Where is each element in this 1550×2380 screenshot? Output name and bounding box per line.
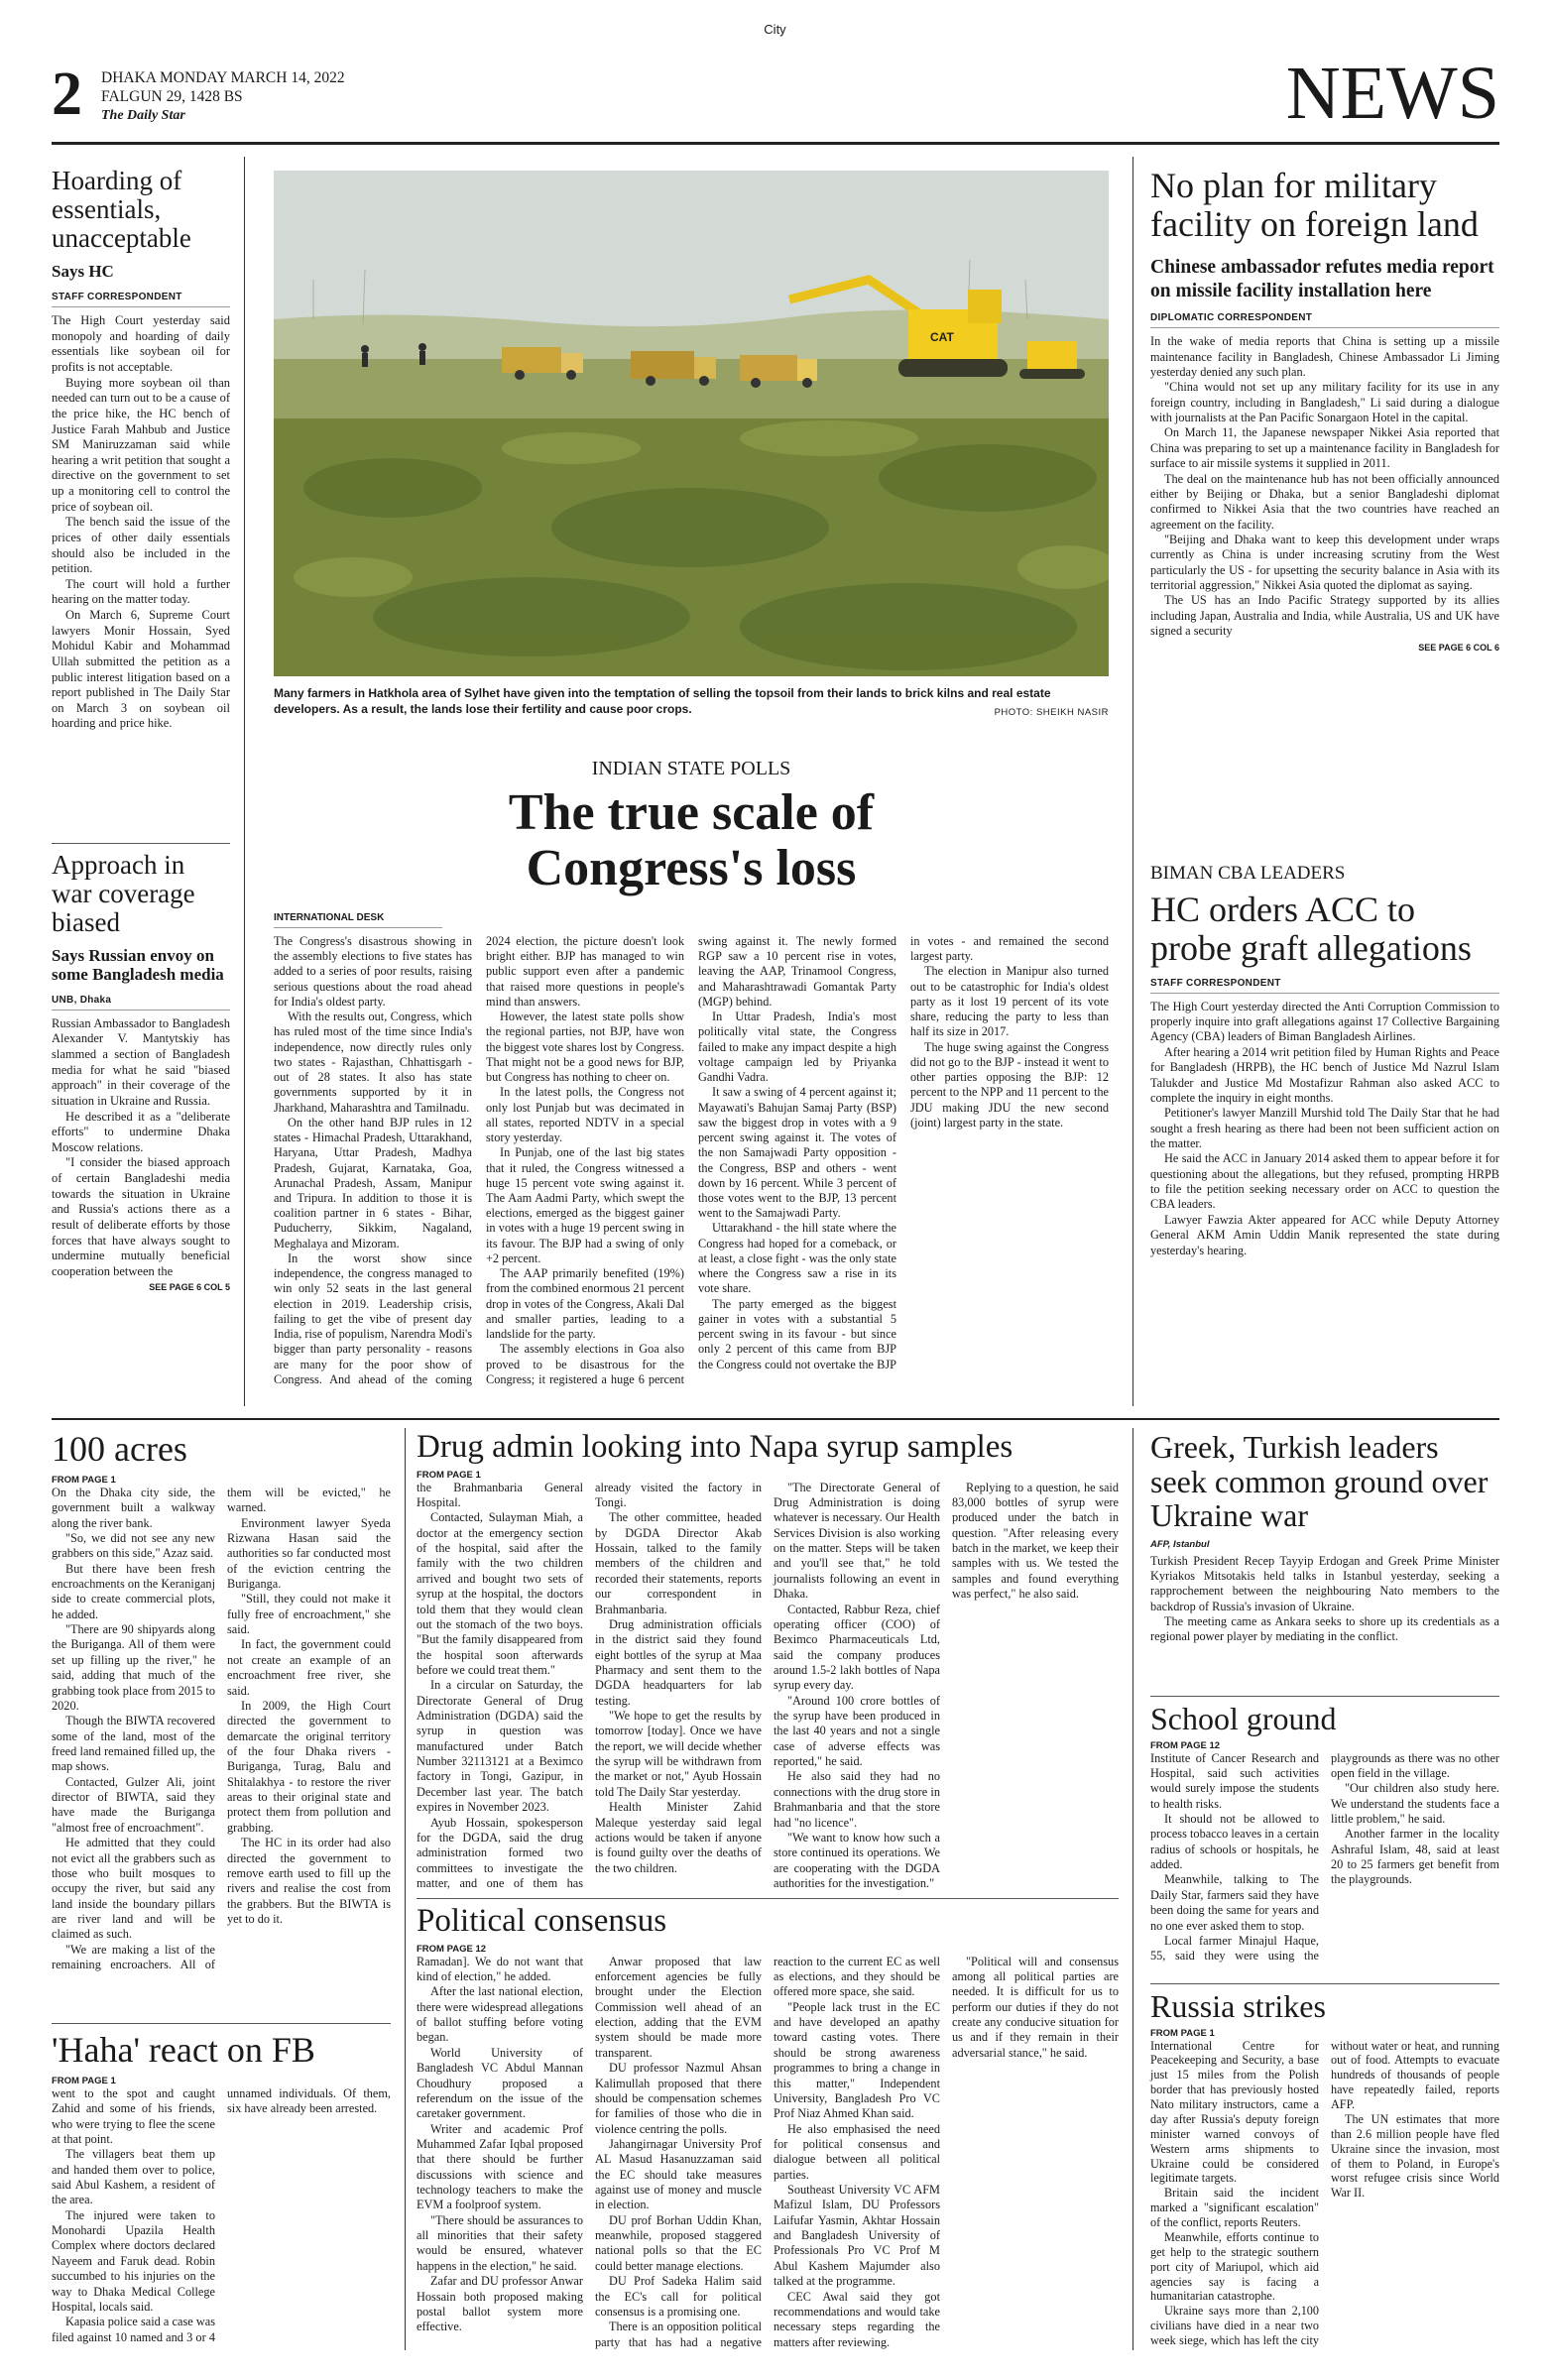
body-approach [52,1016,230,1280]
paragraph: The AAP primarily benefited (19%) from the combined enormous 21 percent drop in votes of the Congress, Akali Dal and smaller parties, leading to a landslide for the party. [486,1266,684,1342]
paragraph: "We want to know how such a store continued its operations. We are cooperating with the DGDA authorities for the investigation." [774,1830,940,1890]
section-rule [52,1418,1499,1420]
story-haha [52,2031,391,2352]
bangla-date: FALGUN 29, 1428 BS [101,87,243,105]
headline-approach: Approach in war coverage biased [52,850,195,938]
byline-approach: UNB, Dhaka [52,995,230,1011]
headline-school: School ground [1150,1701,1337,1736]
body-haha [52,2086,391,2352]
paragraph: But there have been fresh encroachments on the Keraniganj side to create commercial plots, he added. [52,1561,215,1621]
paragraph: However, the latest state polls show the regional parties, not BJP, have won the biggest vote shares lost by Congress. That might not be a good news for BJP, but Congress has nothing to cheer on. [486,1010,684,1085]
paragraph: The villagers beat them up and handed them over to police, said Abul Kashem, a resident of the area. [52,2147,215,2207]
subhead-military: Chinese ambassador refutes media report on missile facility installation here [1150,256,1494,301]
paragraph: After hearing a 2014 writ petition filed by Human Rights and Peace for Bangladesh (HRPB), the HC bench of Justice Md Nazrul Islam Talukder and Justice Md Mostafizur Rahman also asked ACC to complete the inquiry in eight months. [1150,1044,1499,1105]
paragraph: Uttarakhand - the hill state where the Congress had hoped for a comeback, or at least, a close fight - was the only state where the Congress saw a rise in its vote share. [698,1221,896,1296]
paragraph: Contacted, Rabbur Reza, chief operating officer (COO) of Beximco Pharmaceuticals Ltd, said the company produces around 1.5-2 lakh bottles of Napa syrup every day. [774,1602,940,1693]
paragraph: Buying more soybean oil than needed can turn out to be a cause of the price hike, the HC bench of Justice Farah Mahbub and Justice SM Maniruzzaman said while hearing a writ petition that sought a directive on the government to set up a monitoring cell to control the price of soybean oil. [52,375,230,514]
paragraph: went to the spot and caught Zahid and some of his friends, who were trying to flee the scene at that point. [52,2085,215,2146]
body-political [417,1955,1119,2363]
paragraph: Though the BIWTA recovered some of the land, most of the freed land remained filled up, the map shows. [52,1714,215,1774]
paragraph: "People lack trust in the EC and have developed an apathy toward casting votes. There should be strong awareness programmes to bring a change in this matter," Independent University, Bangladesh Pro VC Prof Niaz Ahmed Khan said. [774,1999,940,2121]
body-napa [417,1481,1119,1897]
paragraph: He also said they had no connections with the drug store in Brahmanbaria and that the store had "no licence". [774,1769,940,1830]
paragraph: "I consider the biased approach of certain Bangladeshi media towards the situation in Ukraine and Russia's actions there as a result of deliberate efforts by those forces that have always sought to undermine mutually beneficial cooperation between the [52,1155,230,1278]
body-military [1150,334,1499,639]
dateline-block [101,69,345,124]
headline-military: No plan for military facility on foreign land [1150,166,1479,244]
byline-hoarding: STAFF CORRESPONDENT [52,292,230,307]
paragraph: DU prof Borhan Uddin Khan, meanwhile, proposed staggered national polls so that the EC could better manage elections. [595,2212,762,2273]
paragraph: Southeast University VC AFM Mafizul Islam, DU Professors Laifufar Yasmin, Akhtar Hossain and Bangladesh University of Professionals Pro VC Prof M Abul Kashem Majumder also talked at the programme. [774,2183,940,2289]
paragraph: The assembly elections in Goa also proved to be disastrous for the Congress; it registered a huge 6 percent swing against it. The newly formed RGP saw a 10 percent rise in votes, leaving the AAP, Trinamool Congress, and Maharashtrawadi Gomantak Party (MGP) behind. [486,934,896,1386]
headline-100acres: 100 acres [52,1429,187,1469]
from-page-political: FROM PAGE 12 [417,1943,487,1955]
headline-hoarding: Hoarding of essentials, unacceptable [52,166,191,254]
paragraph: In Punjab, one of the last big states that it ruled, the Congress witnessed a huge 15 percent vote swing against it. The Aam Aadmi Party, which swept the elections, emerged as the biggest gainer in votes with a huge 19 percent swing in its favour. The BJP had a swing of only +2 percent. [486,1145,684,1265]
paragraph: Local farmer Minajul Haque, 55, said they were using the playgrounds as there was no other open field in the village. [1150,1750,1499,1964]
byline-biman: STAFF CORRESPONDENT [1150,978,1499,994]
paragraph: Contacted, Gulzer Ali, joint director of BIWTA, said they have made the Buriganga "almost free of encroachment". [52,1774,215,1835]
paragraph: On the other hand BJP rules in 12 states - Himachal Pradesh, Uttarakhand, Haryana, Uttar Pradesh, Madhya Pradesh, Gujarat, Karnataka, Goa, Arunachal Pradesh, Assam, Manipur and Tripura. In addition to those it is coalition partner in 6 states - Bihar, Puducherry, Sikkim, Nagaland, Meghalaya and Mizoram. [274,1115,472,1250]
headline-greek: Greek, Turkish leaders seek common ground over Ukraine war [1150,1429,1489,1534]
paragraph: It should not be allowed to process tobacco leaves in a certain radius of schools or hospitals, he added. [1150,1811,1319,1872]
paragraph: Environment lawyer Syeda Rizwana Hasan said the authorities so far conducted most of the eviction centring the Buriganga. [227,1515,391,1592]
paragraph: Kapasia police said a case was filed against 10 named and 3 or 4 unnamed individuals. Of them, six have already been arrested. [52,2085,391,2344]
paragraph: "Around 100 crore bottles of the syrup have been produced in the last 40 years and not a single case of adverse effects was reported," he said. [774,1693,940,1769]
paragraph: Writer and academic Prof Muhammed Zafar Iqbal proposed that there should be further discussions with science and technology teachers to make the EVM a foolproof system. [417,2121,583,2212]
paragraph: After the last national election, there were widespread allegations of ballot stuffing before voting began. [417,1984,583,2045]
paragraph: Lawyer Fawzia Akter appeared for ACC while Deputy Attorney General AKM Amin Uddin Manik represented the state during yesterday's hearing. [1150,1212,1499,1257]
photo-illustration [274,171,1109,676]
column-divider [405,1428,406,2350]
paragraph: Britain said the incident marked a "significant escalation" of the conflict, reports Reuters. [1150,2186,1319,2230]
paragraph: It saw a swing of 4 percent against it; Mayawati's Bahujan Samaj Party (BSP) saw the biggest drop in votes with a 9 percent swing against it. The votes of the non Samajwadi Party opposition - the Congress, BSP and others - went down by 16 percent. While 3 percent of those votes went to the BJP, 13 percent went to the Samajwadi Party. [698,1085,896,1221]
overline-biman: BIMAN CBA LEADERS [1150,863,1346,884]
paragraph: The huge swing against the Congress did not go to the BJP - instead it went to other parties opposing the BJP: 12 percent to the NPP and 11 percent to the JDU making JDU the new second (joint) largest party in the state. [910,1039,1109,1130]
byline-military: DIPLOMATIC CORRESPONDENT [1150,312,1499,328]
paragraph: "Our children also study here. We understand the students face a little problem," he said. [1331,1781,1499,1826]
page-title: NEWS [1285,52,1499,135]
story-biman [1150,863,1499,1258]
page-number: 2 [52,60,82,128]
paragraph: DU Prof Sadeka Halim said the EC's call for political consensus is a promising one. [595,2274,762,2319]
paragraph: The High Court yesterday directed the Anti Corruption Commission to properly inquire into graft allegations against 17 Collective Bargaining Agency (CBA) leaders of Biman Bangladesh Airlines. [1150,999,1499,1044]
paragraph: Institute of Cancer Research and Hospital, said such activities would surely impose the students to health risks. [1150,1750,1319,1811]
paragraph: DU professor Nazmul Ahsan Kalimullah proposed that there should be compensation schemes for families of those who die in violence centring the polls. [595,2061,762,2136]
paragraph: In a circular on Saturday, the Directorate General of Drug Administration (DGDA) said the syrup in question was manufactured under Batch Number 32113121 at a Beximco factory in Tongi, Gazipur, in December last year. The batch expires in November 2023. [417,1678,583,1815]
paragraph: Replying to a question, he said 83,000 bottles of syrup were produced under the batch in question. "After releasing every batch in the market, we keep their samples with us. We tested the samples and found everything was perfect," he also said. [952,1480,1119,1602]
masthead-rule [52,142,1499,145]
paragraph: Petitioner's lawyer Manzill Murshid told The Daily Star that he had sought a fresh hearing as there had been not been sufficient action on the matter. [1150,1106,1499,1150]
story-separator [52,2023,391,2024]
story-separator [52,843,230,844]
paragraph: The court will hold a further hearing on the matter today. [52,576,230,607]
paragraph: "Beijing and Dhaka want to keep this development under wraps currently as China is under increasing scrutiny from the West particularly the US - for upsetting the security balance in Asia with its territorial aggression," Nikkei Asia quoted the diplomat as saying. [1150,532,1499,593]
story-political [417,1904,1119,2363]
kicker-approach: Says Russian envoy on some Bangladesh media [52,946,224,985]
excavator-label: CAT [930,330,954,344]
paragraph: The other committee, headed by DGDA Director Akab Hossain, talked to the family members of the children and recorded their statements, reports our correspondent in Brahmanbaria. [595,1510,762,1616]
paragraph: The HC in its order had also directed the government to remove earth used to fill up the rivers and realise the cost from the grabbers. But the BIWTA is yet to do it. [227,1836,391,1926]
paragraph: The Congress's disastrous showing in the assembly elections to five states has added to a series of poor results, raising serious questions about the road ahead for India's oldest party. [274,934,472,1009]
paragraph: The US has an Indo Pacific Strategy supported by its allies including Japan, Australia and India, while Australia, US and UK have signed a security [1150,593,1499,639]
paragraph: On March 11, the Japanese newspaper Nikkei Asia reported that China was preparing to set up a maintenance facility in Bangladesh for surface to air missile systems it supplied in 2011. [1150,425,1499,471]
kicker-hoarding: Says HC [52,262,114,282]
paragraph: Contacted, Sulayman Miah, a doctor at the emergency section of the hospital, said after the family with the two children arrived and bought two sets of syrup at the hospital, the doctors told them that they would clean out the stomach of the two boys. "But the family disappeared from the hospital soon afterwards before we could treat them." [417,1510,583,1677]
paper-logo: The Daily Star [101,107,185,123]
column-divider [244,157,245,1406]
body-greek [1150,1554,1499,1645]
paragraph: He also emphasised the need for political consensus and dialogue between all political parties. [774,2121,940,2182]
paragraph: Jahangirnagar University Prof AL Masud Hasanuzzaman said the EC should take measures against use of money and muscle in election. [595,2136,762,2212]
paragraph: The injured were taken to Monohardi Upazila Health Complex where doctors declared Nayeem and Faruk dead. Robin succumbed to his injuries on the way to Dhaka Medical College Hospital, locals said. [52,2207,215,2314]
paragraph: In fact, the government could not create an example of an encroachment free river, she said. [227,1637,391,1698]
story-hoarding [52,167,230,732]
paragraph: The High Court yesterday said monopoly and hoarding of daily essentials like soybean oil for profits is not acceptable. [52,313,230,375]
body-hoarding [52,313,230,732]
paragraph: "China would not set up any military facility for its use in any foreign country, including in Bangladesh," Li said during a dialogue with journalists at the Pan Pacific Sonargaon Hotel in the capital. [1150,380,1499,425]
headline-russia: Russia strikes [1150,1988,1326,2024]
paragraph: In Uttar Pradesh, India's most politically vital state, the Congress failed to make any impact despite a high voltage campaign led by Priyanka Gandhi Vadra. [698,1010,896,1085]
story-napa [417,1430,1119,1897]
paragraph: There is an opposition political party that has had a negative reaction to the current EC as well as elections, and they should be offered more space, she said. [595,1954,940,2349]
story-100acres [52,1430,391,2001]
paragraph: "There should be assurances to all minorities that their safety would be ensured, whatever happens in the election," he said. [417,2212,583,2273]
paragraph: He admitted that they could not evict all the grabbers such as those who built mosques to occupy the river, but said any land inside the boundary pillars are river land and will be claimed as such. [52,1836,215,1942]
paragraph: Anwar proposed that law enforcement agencies be fully brought under the Election Commission well ahead of an election, adding that the EVM system should be made more transparent. [595,1954,762,2060]
paragraph: The deal on the maintenance hub has not been officially announced either by Beijing or Dhaka, but a senior Bangladeshi diplomat confirmed to Nikkei Asia that the two countries have reached an agreement on the facility. [1150,471,1499,532]
paragraph: "We are making a list of the remaining encroachers. All of them will be evicted," he warned. [52,1485,391,1972]
excavator-small [1019,341,1085,379]
paragraph: In the latest polls, the Congress not only lost Punjab but was decimated in all states, reported NDTV in a special story yesterday. [486,1085,684,1145]
headline-napa: Drug admin looking into Napa syrup samples [417,1429,1013,1465]
paragraph: Health Minister Zahid Maleque yesterday said legal actions would be taken if anyone is found guilty over the deaths of the two children. [595,1800,762,1875]
paragraph: "Political will and consensus among all political parties are needed. It is difficult for us to perform our duties if they do not create any conducive situation for us and if they remain in their adversarial stance," he said. [952,1954,1119,2060]
paragraph: On March 6, Supreme Court lawyers Monir Hossain, Syed Mohidul Kabir and Mohammad Ullah submitted the petition as a public interest litigation based on a report published in The Daily Star on March 3 on soybean oil hoarding and price hike. [52,608,230,731]
paragraph: World University of Bangladesh VC Abdul Mannan Choudhury proposed a referendum on the issue of the caretaker government. [417,2045,583,2121]
paragraph: "There are 90 shipyards along the Buriganga. All of them were set up filling up the river," he said, adding that much of the grabbing took place from 2015 to 2020. [52,1622,215,1713]
paragraph: Drug administration officials in the district said they found eight bottles of the syrup at Maa Pharmacy and sent them to the DGDA headquarters for lab testing. [595,1616,762,1708]
paragraph: The party emerged as the biggest gainer in votes with a substantial 5 percent swing in its favour - but since only 2 percent of this came from BJP the Congress could not overtake the BJP in votes - and remained the second largest party. [698,934,1109,1371]
paragraph: Another farmer in the locality Ashraful Islam, 48, said at least 20 to 25 farmers get benefit from the playgrounds. [1331,1827,1499,1887]
headline-haha: 'Haha' react on FB [52,2030,315,2070]
section-label: City [764,22,786,37]
paragraph: CEC Awal said they got recommendations and would take necessary steps regarding the matters after reviewing. [774,2289,940,2349]
from-page-napa: FROM PAGE 1 [417,1469,481,1481]
paragraph: Russian Ambassador to Bangladesh Alexander V. Mantytskiy has slammed a section of Bangladesh media for what he said "biased approach" in their coverage of the situation in Ukraine and Russia. [52,1015,230,1108]
body-school [1150,1751,1499,1979]
paragraph: The election in Manipur also turned out to be catastrophic for India's oldest party as it lost 19 percent of its vote share, reducing the party to less than half its size in 2017. [910,964,1109,1039]
paragraph: The meeting came as Ankara seeks to shore up its credentials as a regional power player by mediating in the conflict. [1150,1614,1499,1644]
paragraph: Ayub Hossain, spokesperson for the DGDA, said the drug administration formed two committees to investigate the matter, and one of them has already visited the factory in Tongi. [417,1480,762,1890]
photo-credit: PHOTO: SHEIKH NASIR [994,707,1109,718]
story-school [1150,1702,1499,1979]
byline-congress: INTERNATIONAL DESK [274,912,442,928]
from-page-russia: FROM PAGE 1 [1150,2027,1215,2039]
body-biman [1150,1000,1499,1258]
date-line: DHAKA MONDAY MARCH 14, 2022 [101,69,345,86]
story-separator [1150,1983,1499,1984]
body-congress [274,934,1109,1402]
story-separator [417,1898,1119,1899]
paragraph: The UN estimates that more than 2.6 million people have fled Ukraine since the invasion, most of them to Poland, in Europe's worst refugee crisis since World War II. [1331,2111,1499,2201]
paragraph: With the results out, Congress, which has ruled most of the time since India's independence, now directly rules only two states - Rajasthan, Chhattisgarh - out of 28 states. It also has state governments supported by it in Jharkhand, Maharashtra and Tamilnadu. [274,1010,472,1115]
paragraph: the Brahmanbaria General Hospital. [417,1480,583,1509]
paragraph: He described it as a "deliberate efforts" to undermine Dhaka Moscow relations. [52,1109,230,1154]
paragraph: Ukraine says more than 2,100 civilians have died in a near two week siege, which has left the city without water or heat, and running out of food. Attempts to evacuate hundreds of thousands of people have repeatedly failed, reports AFP. [1150,2038,1499,2348]
paragraph: Ramadan]. We do not want that kind of election," he added. [417,1954,583,1983]
photo-caption: Many farmers in Hatkhola area of Sylhet have given into the temptation of selling the topsoil from their lands to brick kilns and real estate developers. As a result, the lands lose their fertility and cause poor crops. [274,686,1051,716]
from-page-haha: FROM PAGE 1 [52,2075,116,2086]
paragraph: "So, we did not see any new grabbers on this side," Azaz said. [52,1530,215,1561]
paragraph: International Centre for Peacekeeping and Security, a base just 15 miles from the Polish border that has previously hosted Nato military instructors, came a day after Russia's deputy foreign minister warned convoys of Western arms shipments to Ukraine could be considered legitimate targets. [1150,2038,1319,2186]
paragraph: Meanwhile, efforts continue to get help to the strategic southern port city of Mariupol, which aid agencies say is facing a humanitarian catastrophe. [1150,2229,1319,2304]
paragraph: On the Dhaka city side, the government built a walkway along the river bank. [52,1485,215,1530]
headline-biman: HC orders ACC to probe graft allegations [1150,890,1472,968]
body-russia [1150,2039,1499,2358]
paragraph: In the worst show since independence, the congress managed to win only 52 seats in the last general election in 2019. Leadership crisis, failing to get the vibe of present day India, rise of populism, Narendra Modi's bigger than party personality - reasons are many for the poor show of Congress. And ahead of the coming 2024 election, the picture doesn't look bright either. BJP has managed to win public support even after a pandemic that raised more questions in people's mind than answers. [274,934,684,1386]
jump-military: SEE PAGE 6 COL 6 [1418,642,1499,653]
paragraph: "We hope to get the results by tomorrow [today]. Once we have the report, we will decide whether the syrup will be withdrawn from the market or not," Ayub Hossain told The Daily Star yesterday. [595,1709,762,1799]
paragraph: In 2009, the High Court directed the government to demarcate the original territory of the four Dhaka rivers - Buriganga, Turag, Balu and Shitalakhya - to restore the river areas to their original state and protect them from pollution and grabbing. [227,1698,391,1835]
body-100acres [52,1486,391,2001]
paragraph: "Still, they could not make it fully free of encroachment," she said. [227,1592,391,1637]
news-photo [274,171,1109,676]
paragraph: Turkish President Recep Tayyip Erdogan and Greek Prime Minister Kyriakos Mitsotakis held talks in Istanbul yesterday, seeking a rapprochement between the neighbouring Nato members to the backdrop of Russia's invasion of Ukraine. [1150,1553,1499,1613]
story-approach [52,851,230,1292]
overline-congress: INDIAN STATE POLLS [591,758,791,779]
paragraph: The bench said the issue of the prices of other daily essentials should also be included in the petition. [52,515,230,576]
story-russia [1150,1989,1499,2358]
from-page-100acres: FROM PAGE 1 [52,1474,116,1486]
headline-political: Political consensus [417,1903,667,1939]
jump-approach: SEE PAGE 6 COL 5 [149,1282,230,1293]
paragraph: He said the ACC in January 2014 asked them to appear before it for questioning about the allegations, but they refused, prompting HRPB to file the petition seeking necessary order on ACC to question the CBA leaders. [1150,1151,1499,1212]
story-military [1150,167,1499,653]
story-separator [1150,1696,1499,1697]
story-greek [1150,1430,1499,1645]
paragraph: In the wake of media reports that China is setting up a missile maintenance facility in Bangladesh, Chinese Ambassador Li Jiming yesterday denied any such plan. [1150,334,1499,380]
from-page-school: FROM PAGE 12 [1150,1739,1221,1751]
headline-congress: The true scale of Congress's loss [508,784,875,897]
paragraph: Meanwhile, talking to The Daily Star, farmers said they have been doing the same for years and no one ever asked them to stop. [1150,1872,1319,1933]
paragraph: Zafar and DU professor Anwar Hossain both proposed making postal ballot system more effective. [417,2274,583,2334]
byline-greek: AFP, Istanbul [1150,1538,1210,1550]
paragraph: "The Directorate General of Drug Administration is doing whatever is necessary. Our Health Services Division is also working on the matter. Steps will be taken and you'll see that," he told journalists following an event in Dhaka. [774,1480,940,1602]
